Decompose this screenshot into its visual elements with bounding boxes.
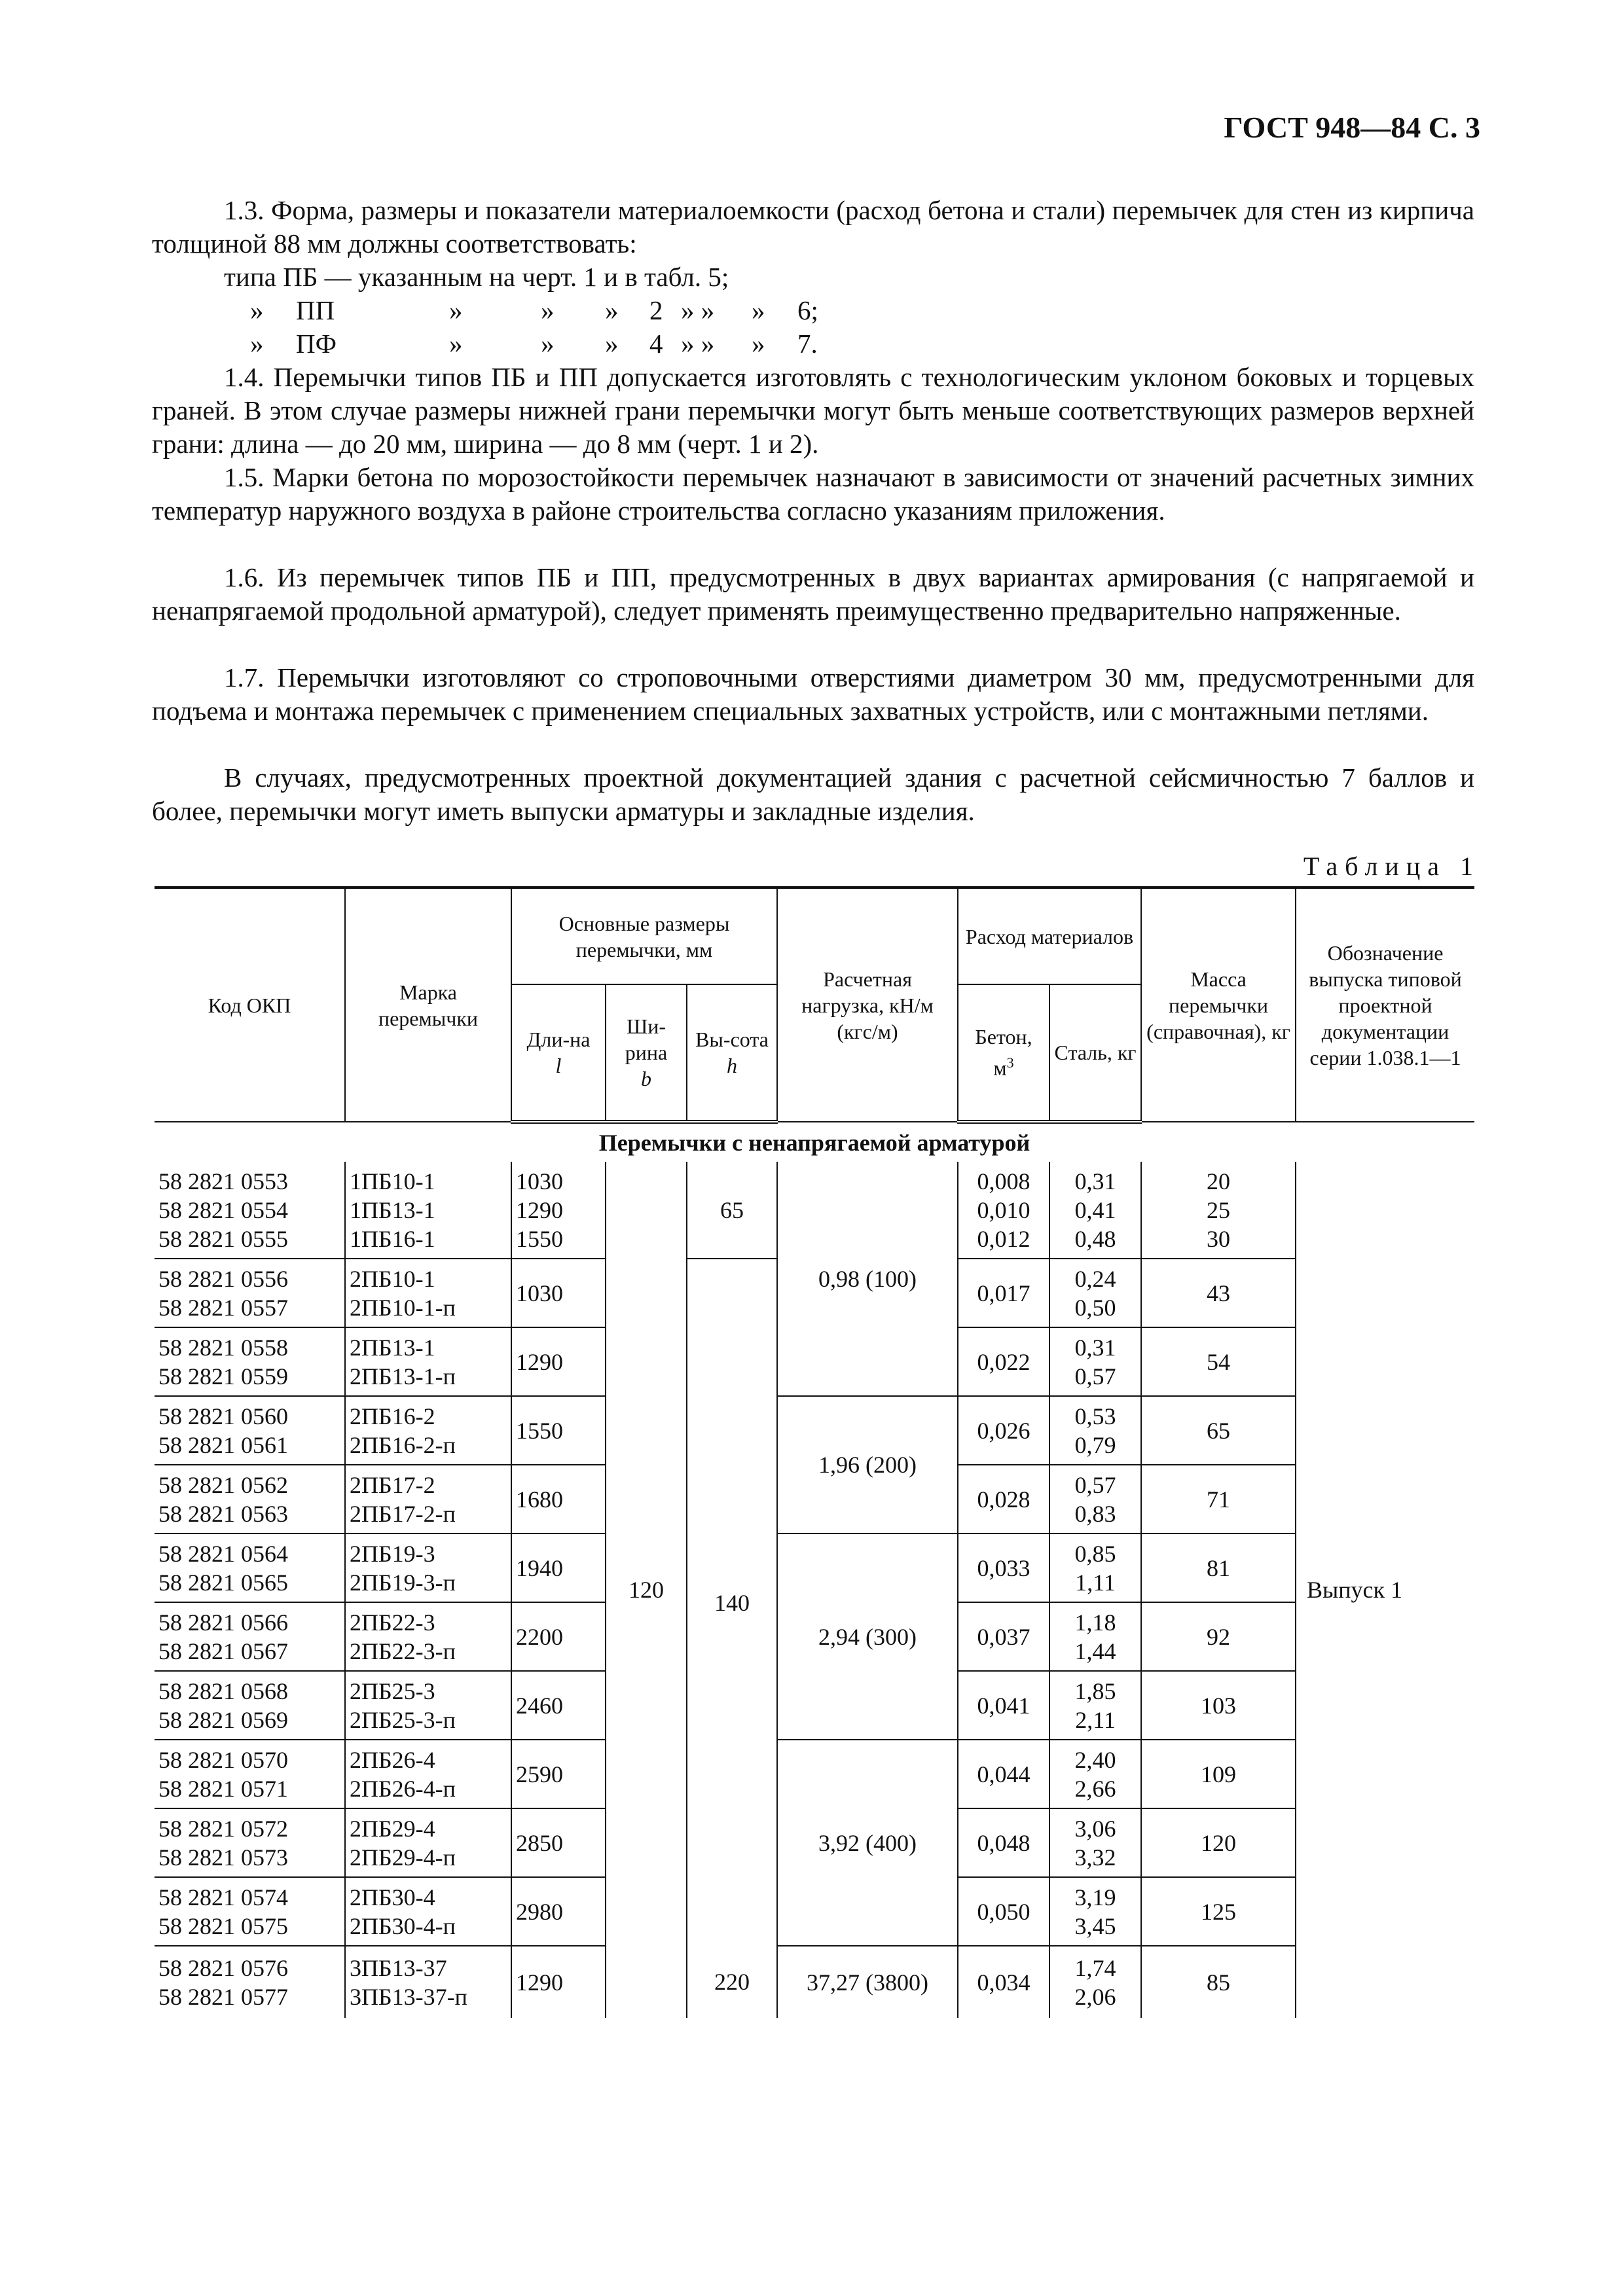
steel-mass: 0,31 0,41 0,48 [1049, 1162, 1141, 1259]
header-width: Ши-рина b [606, 984, 687, 1122]
section-title: Перемычки с ненапрягаемой арматурой [598, 1130, 1030, 1156]
lintel-length: 1290 [511, 1946, 606, 2018]
paragraph-1-6: 1.6. Из перемычек типов ПБ и ПП, предусмотренных в двух вариантах армирования (с напрягаемой и ненапрягаемой продольной арматурой), следует применять преимущественно предварительно напряженные. [152, 562, 1474, 626]
okp-code: 58 2821 0564 58 2821 0565 [155, 1534, 345, 1602]
okp-code: 58 2821 0574 58 2821 0575 [155, 1877, 345, 1946]
concrete-volume: 0,028 [958, 1465, 1049, 1534]
lintel-mark: 2ПБ22-3 2ПБ22-3-п [345, 1602, 511, 1671]
lintel-mark: 2ПБ26-4 2ПБ26-4-п [345, 1740, 511, 1808]
table-row [155, 1534, 1474, 1602]
concrete-volume: 0,017 [958, 1259, 1049, 1327]
table-row [155, 1946, 1474, 2018]
lintel-mass: 85 [1141, 1946, 1296, 2018]
lintel-mark: 2ПБ19-3 2ПБ19-3-п [345, 1534, 511, 1602]
lintel-mass: 125 [1141, 1877, 1296, 1946]
okp-code: 58 2821 0560 58 2821 0561 [155, 1396, 345, 1465]
concrete-volume: 0,037 [958, 1602, 1049, 1671]
concrete-volume: 0,026 [958, 1396, 1049, 1465]
header-height: Вы-сота h [687, 984, 777, 1122]
table-caption: Таблица 1 [1303, 852, 1480, 881]
steel-mass: 0,85 1,11 [1049, 1534, 1141, 1602]
concrete-volume: 0,034 [958, 1946, 1049, 2018]
lintel-mass: 43 [1141, 1259, 1296, 1327]
steel-mass: 3,19 3,45 [1049, 1877, 1141, 1946]
header-length: Дли-на l [511, 984, 606, 1122]
paragraph-1-4: 1.4. Перемычки типов ПБ и ПП допускается изготовлять с технологическим уклоном боковых и торцевых граней. В этом случае размеры нижней грани перемычки могут быть меньше соответствующих размеров верхней грани: длина — до 20 мм, ширина — до 8 мм (черт. 1 и 2). [152, 362, 1474, 459]
design-load: 2,94 (300) [777, 1534, 958, 1740]
table-row [155, 1162, 1474, 1259]
lintel-length: 1940 [511, 1534, 606, 1602]
okp-code: 58 2821 0558 58 2821 0559 [155, 1327, 345, 1396]
lintel-mark: 2ПБ17-2 2ПБ17-2-п [345, 1465, 511, 1534]
lintel-length: 1680 [511, 1465, 606, 1534]
lintel-mass: 20 25 30 [1141, 1162, 1296, 1259]
okp-code: 58 2821 0572 58 2821 0573 [155, 1808, 345, 1877]
design-load: 1,96 (200) [777, 1396, 958, 1534]
concrete-volume: 0,044 [958, 1740, 1049, 1808]
header-load: Расчетная нагрузка, кН/м (кгс/м) [777, 888, 958, 1122]
page-header: ГОСТ 948—84 С. 3 [1224, 111, 1480, 144]
design-load: 3,92 (400) [777, 1740, 958, 1946]
header-code: Код ОКП [155, 888, 345, 1122]
lintel-mark: 2ПБ13-1 2ПБ13-1-п [345, 1327, 511, 1396]
design-load: 0,98 (100) [777, 1162, 958, 1396]
lintel-length: 2590 [511, 1740, 606, 1808]
lintel-length: 2980 [511, 1877, 606, 1946]
okp-code: 58 2821 0568 58 2821 0569 [155, 1671, 345, 1740]
header-mass: Масса перемычки (справочная), кг [1141, 888, 1296, 1122]
paragraph-seismic: В случаях, предусмотренных проектной документацией здания с расчетной сейсмичностью 7 баллов и более, перемычки могут иметь выпуски арматуры и закладные изделия. [152, 762, 1474, 826]
list-item-pb: типа ПБ — указанным на черт. 1 и в табл. 5; [224, 262, 729, 292]
table-row [155, 1740, 1474, 1808]
lintel-mark: 2ПБ16-2 2ПБ16-2-п [345, 1396, 511, 1465]
okp-code: 58 2821 0570 58 2821 0571 [155, 1740, 345, 1808]
steel-mass: 0,53 0,79 [1049, 1396, 1141, 1465]
lintel-mass: 65 [1141, 1396, 1296, 1465]
lintel-table [155, 886, 1474, 2018]
lintel-length: 1550 [511, 1396, 606, 1465]
okp-code: 58 2821 0556 58 2821 0557 [155, 1259, 345, 1327]
okp-code: 58 2821 0576 58 2821 0577 [155, 1946, 345, 2018]
steel-mass: 3,06 3,32 [1049, 1808, 1141, 1877]
lintel-length: 1030 1290 1550 [511, 1162, 606, 1259]
header-steel: Сталь, кг [1049, 984, 1141, 1122]
steel-mass: 1,74 2,06 [1049, 1946, 1141, 2018]
lintel-height: 220 [687, 1946, 777, 2018]
design-load: 37,27 (3800) [777, 1946, 958, 2018]
header-materials: Расход материалов [958, 888, 1141, 984]
lintel-mass: 92 [1141, 1602, 1296, 1671]
concrete-volume: 0,022 [958, 1327, 1049, 1396]
lintel-mark: 2ПБ30-4 2ПБ30-4-п [345, 1877, 511, 1946]
lintel-height: 140 [687, 1259, 777, 1946]
header-concrete: Бетон, $м^3$ [958, 984, 1049, 1122]
steel-mass: 2,40 2,66 [1049, 1740, 1141, 1808]
header-issue: Обозначение выпуска типовой проектной документации серии 1.038.1—1 [1296, 888, 1474, 1122]
lintel-mass: 81 [1141, 1534, 1296, 1602]
lintel-length: 1290 [511, 1327, 606, 1396]
lintel-mark: 2ПБ10-1 2ПБ10-1-п [345, 1259, 511, 1327]
lintel-length: 2460 [511, 1671, 606, 1740]
steel-mass: 0,57 0,83 [1049, 1465, 1141, 1534]
table-row [155, 1396, 1474, 1465]
paragraph-1-3: 1.3. Форма, размеры и показатели материалоемкости (расход бетона и стали) перемычек для стен из кирпича толщиной 88 мм должны соответствовать: [152, 195, 1474, 259]
lintel-mass: 103 [1141, 1671, 1296, 1740]
issue-designation: Выпуск 1 [1296, 1162, 1474, 2018]
lintel-mass: 71 [1141, 1465, 1296, 1534]
header-dims: Основные размеры перемычки, мм [511, 888, 777, 984]
lintel-length: 2850 [511, 1808, 606, 1877]
steel-mass: 0,24 0,50 [1049, 1259, 1141, 1327]
concrete-volume: 0,033 [958, 1534, 1049, 1602]
paragraph-1-5: 1.5. Марки бетона по морозостойкости перемычек назначают в зависимости от значений расчетных зимних температур наружного воздуха в районе строительства согласно указаниям приложения. [152, 462, 1474, 526]
okp-code: 58 2821 0562 58 2821 0563 [155, 1465, 345, 1534]
lintel-height: 65 [687, 1162, 777, 1259]
concrete-volume: 0,041 [958, 1671, 1049, 1740]
steel-mass: 0,31 0,57 [1049, 1327, 1141, 1396]
paragraph-1-7: 1.7. Перемычки изготовляют со строповочными отверстиями диаметром 30 мм, предусмотренными для подъема и монтажа перемычек с применением специальных захватных устройств, или с монтажными петлями. [152, 662, 1474, 726]
lintel-mass: 54 [1141, 1327, 1296, 1396]
lintel-mark: 3ПБ13-37 3ПБ13-37-п [345, 1946, 511, 2018]
steel-mass: 1,18 1,44 [1049, 1602, 1141, 1671]
document-page: ГОСТ 948—84 С. 3 1.3. Форма, размеры и показатели материалоемкости (расход бетона и стали) перемычек для стен из кирпича толщиной 88 мм должны соответствовать: типа ПБ — указанным на черт. 1 и в табл. 5; » ПП » » » 2 » » » 6; » ПФ » » » 4 » » » 7. 1.4. Перемычки типов ПБ и ПП допускается изготовлять с технологическим уклоном боковых и торцевых граней. В этом случае размеры нижней грани перемычки могут быть меньше соответствующих размеров верхней грани: длина — до 20 мм, ширина — до 8 мм (черт. 1 и 2). 1.5. Марки бетона по морозостойкости перемычек назначают в зависимости от значений расчетных зимних температур наружного воздуха в районе строительства согласно указаниям приложения. 1.6. Из перемычек типов ПБ и ПП, предусмотренных в двух вариантах армирования (с напрягаемой и ненапрягаемой продольной арматурой), следует применять преимущественно предварительно напряженные. 1.7. Перемычки изготовляют со строповочными отверстиями диаметром 30 мм, предусмотренными для подъема и монтажа перемычек с применением специальных захватных устройств, или с монтажными петлями. В случаях, предусмотренных проектной документацией здания с расчетной сейсмичностью 7 баллов и более, перемычки могут иметь выпуски арматуры и закладные изделия. Таблица 1 Код ОКП Марка перемычки Основные размеры перемычки, мм Расчетная нагрузка, кН/м (кгс/м) Расход материалов Масса перемычки (справочная), кг Обозначение выпуска типовой проектной документации серии 1.038.1—1 Дли-на l Ши-рина b Вы-сота h Бетон, $м^3$ Сталь, кг Перемычки с ненапрягаемой арматурой 58 2821 0553 58 2821 0554 58 2821 0555 1ПБ10-1 1ПБ13-1 1ПБ16-1 1030 1290 1550 120 65 0,98 (100) 0,008 0,010 0,012 0,31 0,41 0,48 20 25 30 Выпуск 1 58 2821 0556 58 2821 0557 2ПБ10-1 2ПБ10-1-п 1030 140 0,017 0,24 0,50 43 58 2821 0558 58 2821 0559 2ПБ13-1 2ПБ13-1-п 1290 0,022 0,31 0,57 54 58 2821 0560 58 2821 0561 2ПБ16-2 2ПБ16-2-п 1550 1,96 (200) 0,026 0,53 0,79 65 58 2821 0562 58 2821 0563 2ПБ17-2 2ПБ17-2-п 1680 0,028 0,57 0,83 71 58 2821 0564 58 2821 0565 2ПБ19-3 2ПБ19-3-п 1940 2,94 (300) 0,033 0,85 1,11 81 58 2821 0566 58 2821 0567 2ПБ22-3 2ПБ22-3-п 2200 0,037 1,18 1,44 92 58 2821 0568 58 2821 0569 2ПБ25-3 2ПБ25-3-п 2460 0,041 1,85 2,11 103 58 2821 0570 58 2821 0571 2ПБ26-4 2ПБ26-4-п 2590 3,92 (400) 0,044 2,40 2,66 109 58 2821 0572 58 2821 0573 2ПБ29-4 2ПБ29-4-п 2850 0,048 3,06 3,32 120 58 2821 0574 58 2821 0575 2ПБ30-4 2ПБ30-4-п 2980 0,050 3,19 3,45 125 58 2821 0576 58 2821 0577 3ПБ13-37 3ПБ13-37-п 1290 220 37,27 (3800) 0,034 1,74 2,06 85 [0, 0, 1623, 2296]
steel-mass: 1,85 2,11 [1049, 1671, 1141, 1740]
lintel-width: 120 [606, 1162, 687, 2018]
header-mark: Марка перемычки [345, 888, 511, 1122]
lintel-mark: 2ПБ29-4 2ПБ29-4-п [345, 1808, 511, 1877]
concrete-volume: 0,050 [958, 1877, 1049, 1946]
lintel-mark: 1ПБ10-1 1ПБ13-1 1ПБ16-1 [345, 1162, 511, 1259]
okp-code: 58 2821 0553 58 2821 0554 58 2821 0555 [155, 1162, 345, 1259]
concrete-volume: 0,048 [958, 1808, 1049, 1877]
concrete-volume: 0,008 0,010 0,012 [958, 1162, 1049, 1259]
lintel-mark: 2ПБ25-3 2ПБ25-3-п [345, 1671, 511, 1740]
lintel-mass: 109 [1141, 1740, 1296, 1808]
lintel-mass: 120 [1141, 1808, 1296, 1877]
okp-code: 58 2821 0566 58 2821 0567 [155, 1602, 345, 1671]
lintel-length: 1030 [511, 1259, 606, 1327]
lintel-length: 2200 [511, 1602, 606, 1671]
